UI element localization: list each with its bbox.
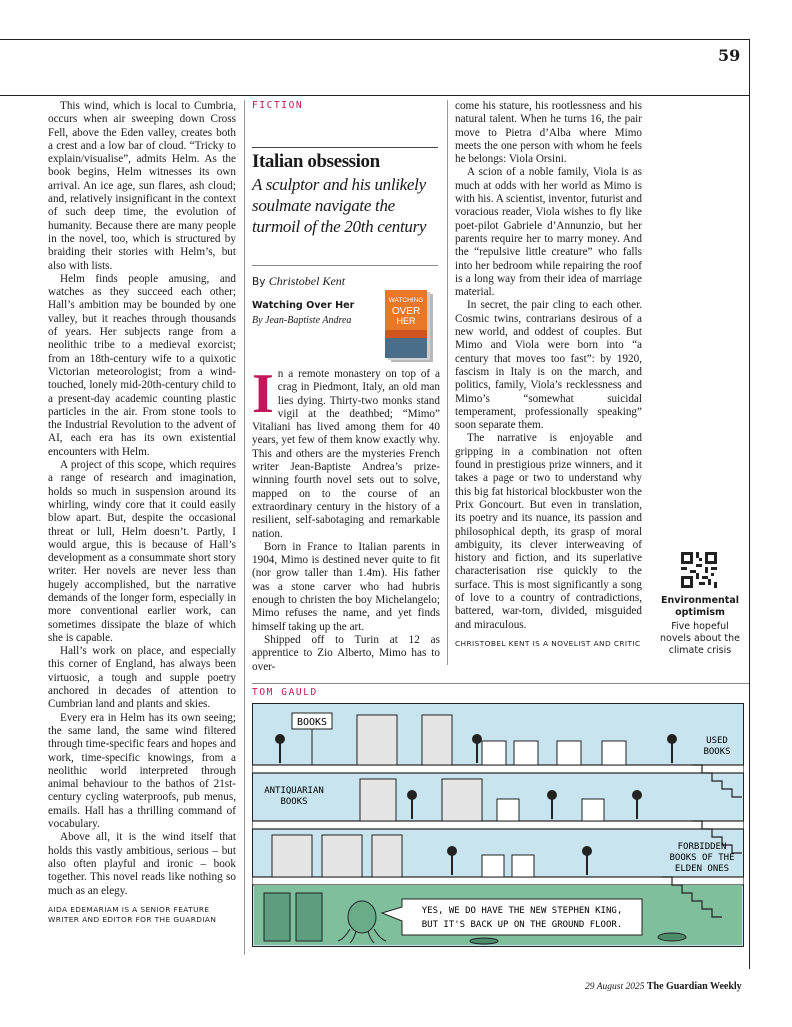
section-label-cartoon: TOM GAULD	[252, 687, 318, 698]
review-column-1	[252, 363, 440, 674]
right-rule	[749, 39, 750, 969]
review-paragraph: Shipped off to Turin at 12 as apprentice to Zio Alberto, Mimo has to over-	[252, 633, 440, 673]
sidebar-title: Environmental optimism	[661, 595, 739, 618]
footer-publication: The Guardian Weekly	[646, 981, 742, 992]
left-paragraph: Above all, it is the wind itself that holds this vastly ambitious, serious – but also often playful and ironic – book together. This novel reads like nothing so much as an elegy.	[48, 831, 236, 897]
book-author-name: Jean-Baptiste Andrea	[265, 315, 352, 326]
column-divider	[244, 100, 245, 955]
byline	[252, 274, 345, 289]
book-cover-image	[385, 290, 433, 362]
cartoon-label-forbidden: FORBIDDEN	[677, 842, 727, 852]
page-number: 59	[718, 46, 741, 65]
review-first-paragraph	[252, 363, 440, 541]
review-paragraph: In secret, the pair cling to each other. Cosmic twins, contrarians desirous of a new world, and oddest of couples. But Mimo and Viola were born into “a century that moves too fast”: by 1920, fascism in Italy is on the march, and politics, family, Viola’s recklessness and Mimo’s “somewhat suicidal temperament, professionally speaking” soon separate them.	[455, 299, 642, 432]
top-rule	[0, 39, 750, 40]
review-paragraph: Born in France to Italian parents in 1904, Mimo is destined never quite to fit (nor grow taller than 1.4m). His father was a stone carver who had hubris enough to christen the boy Michelangelo; Mimo refuses the name, and yet finds himself taking up the art.	[252, 540, 440, 633]
byline-rule	[252, 265, 438, 266]
column-divider	[447, 100, 448, 665]
cartoon-label-antiquarian: ANTIQUARIAN	[264, 786, 324, 796]
cartoon-sign-books: BOOKS	[296, 717, 328, 728]
first-paragraph-text: n a remote monastery on top of a crag in Piedmont, Italy, an old man lies dying. Thirty-two monks stand vigil at the deathbed; “Mimo” Vitaliani has lived among them for 40 years, yet few of them know exactly why. This and others are the mysteries French writer Jean-Baptiste Andrea’s prize-winning fourth novel sets out to solve, mapped on to the course of an extraordinary century in the history of a resilient, self-sabotaging and remarkable nation.	[252, 368, 440, 540]
cartoon-label-antiquarian: BOOKS	[280, 797, 308, 807]
page-footer	[585, 981, 742, 992]
left-column	[48, 100, 236, 925]
cartoon-label-forbidden: ELDEN ONES	[674, 864, 730, 874]
review-column-2	[455, 100, 642, 649]
left-paragraph: Hall’s work on place, and especially this corner of England, has always been virtuosic, a tough and supple poetry anchored in decades of attention to Cumbrian land and plants and skies.	[48, 645, 236, 711]
cartoon-label-forbidden: BOOKS OF THE	[669, 853, 735, 863]
book-author-prefix: By	[252, 315, 263, 326]
qr-code-icon[interactable]	[681, 552, 717, 588]
headline: Italian obsession	[252, 151, 380, 172]
review-continuation: come his stature, his rootlessness and his natural talent. When he turns 16, the pair move to Pietra d’Alba where Mimo meets the one person with whom he feels he belongs: Viola Orsini.	[455, 100, 642, 166]
cartoon-label-used: USED	[706, 736, 728, 746]
sidebar-subtitle: Five hopeful novels about the climate crisis	[660, 621, 740, 656]
headline-rule	[252, 147, 438, 148]
cartoon-illustration	[252, 703, 744, 947]
section-label-fiction: FICTION	[252, 100, 304, 111]
cartoon-rule	[252, 683, 749, 684]
byline-name: Christobel Kent	[268, 274, 346, 288]
cartoon-speech-line: BUT IT'S BACK UP ON THE GROUND FLOOR.	[421, 920, 623, 930]
book-author	[252, 315, 351, 326]
left-author-note: AIDA EDEMARIAM IS A SENIOR FEATURE WRITER AND EDITOR FOR THE GUARDIAN	[48, 904, 217, 924]
review-paragraph: A scion of a noble family, Viola is as much at odds with her world as Mimo is with his. A scientist, inventor, futurist and voracious reader, Viola wishes to fly like poet-pilot Gabriele d’Annunzio, but her parents require her to marry money. And the “repulsive little creature” who falls into her bedroom while repairing the roof is a long way from their idea of marriage material.	[455, 166, 642, 299]
cover-title-line: WATCHING	[388, 297, 424, 304]
left-paragraph: A project of this scope, which requires a range of research and imagination, holds so much in suspension around its whirling, windy core that it could easily blow apart. But, despite the occasional threat or lull, Helm doesn’t. Partly, I would argue, this is because of Hall’s development as a consummate short story writer. Her novels are never less than hugely accomplished, but the narrative demands of the longer form, especially in more conventional earlier work, can sometimes dissipate the blaze of which she is capable.	[48, 459, 236, 644]
footer-date: 29 August 2025	[585, 982, 645, 992]
cartoon-speech-line: YES, WE DO HAVE THE NEW STEPHEN KING,	[421, 906, 623, 916]
cartoon-label-used: BOOKS	[703, 747, 731, 757]
byline-prefix: By	[252, 276, 266, 288]
cover-title-line: HER	[396, 316, 416, 326]
cover-title-line: OVER	[391, 306, 421, 317]
book-title: Watching Over Her	[252, 300, 355, 311]
review-paragraph: The narrative is enjoyable and gripping in a combination not often found in prestigious prize winners, and it takes a page or two to understand why this big fat historical blockbuster won the Prix Goncourt. But even in translation, its poetry and its nuance, its passion and philosophical depth, its grasp of moral ambiguity, its clever interweaving of history and fiction, and its superlative characterisation rise quickly to the surface. This is most significantly a song of love to a country of contradictions, battered, war-torn, divided, misguided and miraculous.	[455, 432, 642, 631]
standfirst: A sculptor and his unlikely soulmate navigate the turmoil of the 20th century	[252, 175, 427, 236]
left-paragraph: This wind, which is local to Cumbria, occurs when air sweeping down Cross Fell, above the Eden valley, creates both a crest and a low bar of cloud. “Tricky to explain/visualise”, admits Helm. As the book begins, Helm witnesses its own arrival. An ice age, sun flares, ash cloud; and, relatively insignificant in the context of such deep time, the evolution of humanity. Because there are many people in the novel, too, which is structured by braiding their stories with Helm’s, but also with lists.	[48, 100, 236, 272]
header-rule	[0, 95, 750, 96]
left-paragraph: Every era in Helm has its own seeing; the same land, the same wind filtered through time-specific fears and hopes and work, time-specific knowings, from a neolithic world interpreted through animal behaviour to the bathos of 21st-century cycling waterproofs, pub menus, emails. Hall has a thrilling command of vocabulary.	[48, 711, 236, 831]
review-author-note: CHRISTOBEL KENT IS A NOVELIST AND CRITIC	[455, 638, 641, 648]
dropcap: I	[252, 363, 274, 425]
left-paragraph: Helm finds people amusing, and watches as they succeed each other; Hall’s ambition may be bounded by one valley, but it reaches through thousands of years. Her subjects range from a neolithic tribe to a medieval exorcist; from an 18th-century wife to a quixotic Victorian meteorologist; from a wind-touched, lonely mid-20th-century child to a present-day academic counting plastic particles in the air. From stone tools to the Industrial Revolution to the advent of AI, each era has its own existential encounters with Helm.	[48, 272, 236, 458]
